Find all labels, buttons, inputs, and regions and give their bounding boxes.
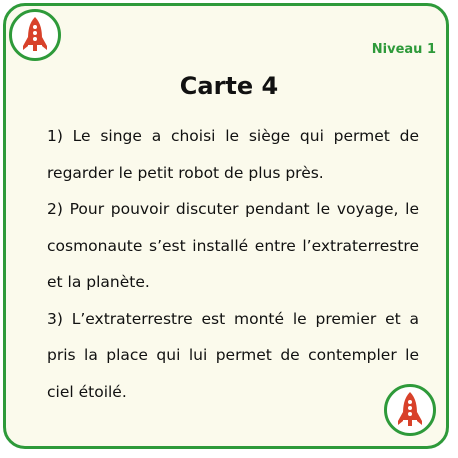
clue-2: 2) Pour pouvoir discuter pendant le voyage, le cosmonaute s’est installé entre l’extraterrestre et la planète. — [47, 200, 419, 291]
clue-1: 1) Le singe a choisi le siège qui permet de regarder le petit robot de plus près. — [47, 127, 419, 182]
puzzle-card — [3, 3, 449, 449]
rocket-icon — [20, 15, 50, 55]
level-label: Niveau 1 — [371, 42, 436, 57]
clues-list — [47, 118, 419, 410]
clue-3: 3) L’extraterrestre est monté le premier et a pris la place qui lui permet de contempler le ciel étoilé. — [47, 309, 419, 401]
card-title: Carte 4 — [179, 72, 279, 100]
rocket-badge-top-left — [9, 9, 61, 61]
rocket-icon — [395, 390, 425, 430]
rocket-badge-bottom-right — [384, 384, 436, 436]
